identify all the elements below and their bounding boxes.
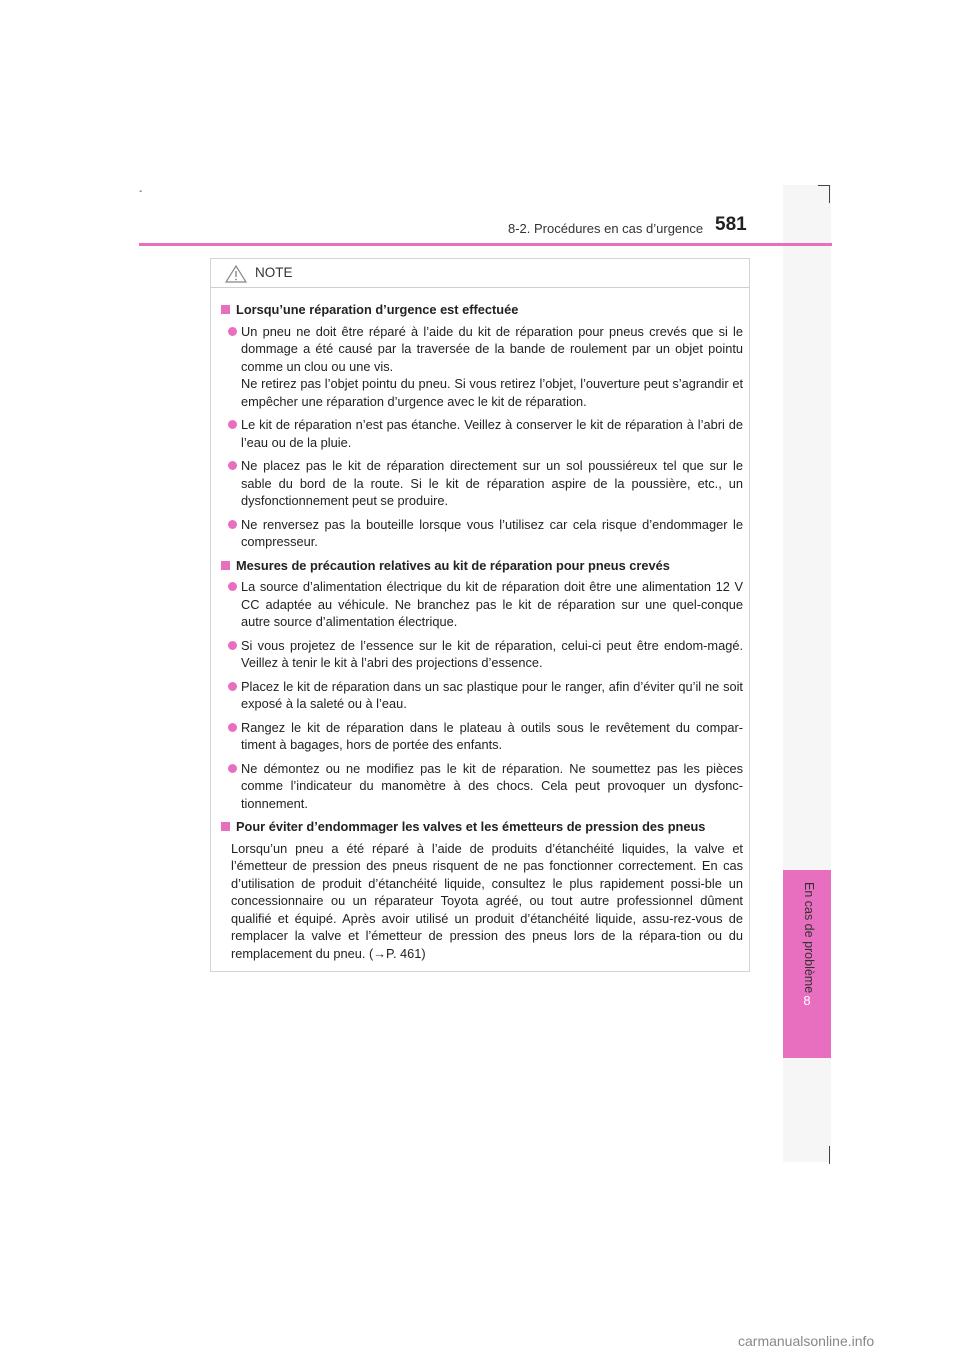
chapter-title: En cas de problème — [802, 882, 816, 994]
note-item-text: Ne retirez pas l’objet pointu du pneu. Si vous retirez l’objet, l’ouverture peut s’agrandir et empêcher une réparation d’urgence avec le kit de réparation. — [241, 376, 743, 409]
left-crop-mark: - — [139, 186, 143, 197]
note-item-text: Placez le kit de réparation dans un sac plastique pour le ranger, afin d’éviter qu’il ne soit exposé à la saleté ou à l’eau. — [241, 678, 743, 711]
note-section-title: Mesures de précaution relatives au kit de réparation pour pneus crevés — [219, 557, 743, 575]
note-list-item — [219, 578, 743, 631]
note-item-text: La source d’alimentation électrique du kit de réparation doit être une alimentation 12 V CC adaptée au véhicule. Ne branchez pas le kit de réparation sur une quel-conque autre source d’alimentation électrique. — [241, 579, 743, 629]
note-label: NOTE — [255, 265, 293, 280]
note-list-item — [219, 760, 743, 813]
note-list-item — [219, 516, 743, 551]
note-section-title: Pour éviter d’endommager les valves et les émetteurs de pression des pneus — [219, 818, 743, 836]
chapter-title-vertical — [784, 882, 832, 1002]
note-list-item — [219, 323, 743, 411]
crop-mark-bottom — [829, 1146, 830, 1164]
warning-triangle-icon — [225, 265, 247, 288]
chapter-side-tab — [783, 185, 831, 1162]
note-header — [211, 259, 749, 288]
note-list-item — [219, 719, 743, 754]
note-item-text: Un pneu ne doit être réparé à l’aide du kit de réparation pour pneus crevés que si le dommage a été causé par la traversée de la bande de roulement par un objet pointu comme un clou ou une vis. — [241, 323, 743, 374]
note-item-text: Ne renversez pas la bouteille lorsque vous l’utilisez car cela risque d’endommager le compresseur. — [241, 516, 743, 549]
note-item-text: Si vous projetez de l’essence sur le kit de réparation, celui-ci peut être endom-magé. Veillez à tenir le kit à l’abri des projections d’essence. — [241, 637, 743, 670]
note-paragraph: Lorsqu’un pneu a été réparé à l’aide de produits d’étanchéité liquides, la valve et l’émetteur de pression des pneus risquent de ne pas fonctionner correctement. En cas d’utilisation de produit d’étanchéité liquide, consultez le plus rapidement possi-ble un concessionnaire ou un réparateur Toyota agréé, ou tout autre professionnel dûment qualifié et équipé. Après avoir utilisé un produit d’étanchéité liquide, assu-rez-vous de remplacer la valve et l’émetteur de pression des pneus lors de la répara-tion ou du remplacement du pneu. (→P. 461) — [231, 840, 743, 961]
note-box — [210, 258, 750, 972]
note-item-text: Le kit de réparation n’est pas étanche. Veillez à conserver le kit de réparation à l’abri de l’eau ou de la pluie. — [241, 417, 743, 450]
note-content — [219, 301, 743, 962]
page-number: 581 — [715, 214, 747, 235]
note-item-text: Ne placez pas le kit de réparation directement sur un sol poussiéreux tel que sur le sable du bord de la route. Si le kit de réparation aspire de la poussière, etc., un dysfonctionnement peut se produire. — [241, 458, 743, 508]
note-list-item — [219, 678, 743, 713]
note-list-item — [219, 457, 743, 510]
chapter-number: 8 — [803, 993, 811, 1008]
note-section-title: Lorsqu’une réparation d’urgence est effectuée — [219, 301, 743, 319]
crop-mark-horizontal — [818, 185, 830, 186]
note-list-item — [219, 637, 743, 672]
note-list-item — [219, 416, 743, 451]
note-item-text: Rangez le kit de réparation dans le plateau à outils sous le revêtement du compar-timent à bagages, hors de portée des enfants. — [241, 719, 743, 752]
note-item-text: Ne démontez ou ne modifiez pas le kit de réparation. Ne soumettez pas les pièces comme l’indicateur du manomètre à des chocs. Cela peut provoquer un dysfonc-tionnement. — [241, 760, 743, 811]
section-title: 8-2. Procédures en cas d’urgence — [508, 221, 704, 236]
header-rule — [139, 243, 832, 246]
watermark: carmanualsonline.info — [738, 1333, 875, 1349]
crop-mark-top — [829, 185, 830, 203]
